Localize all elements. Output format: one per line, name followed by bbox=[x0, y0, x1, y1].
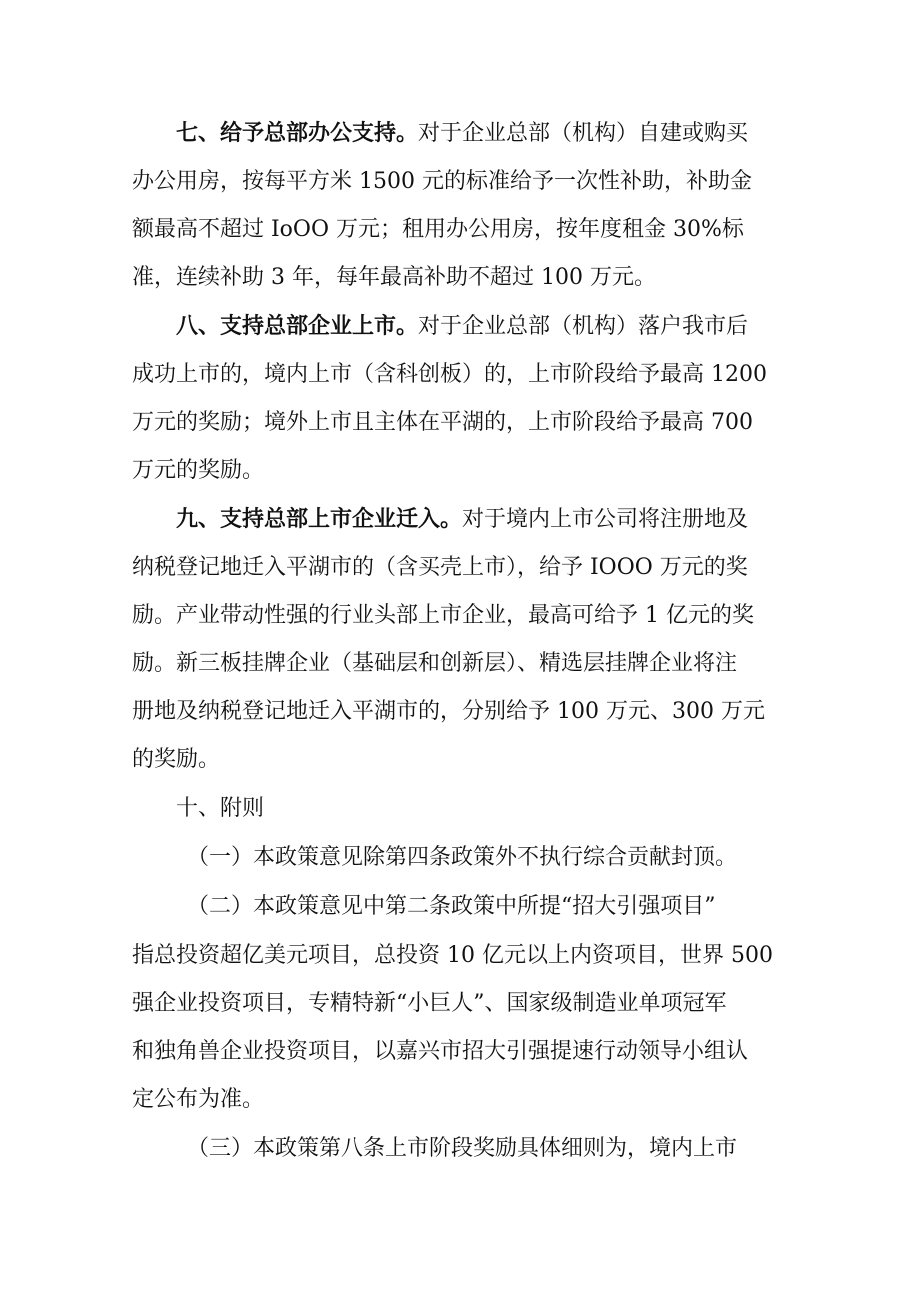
section-7-line-1 bbox=[0, 118, 920, 150]
section-9-line-6: 的奖励。 bbox=[132, 747, 221, 772]
section-7-text: 对于企业总部（机构）自建或购买 bbox=[418, 121, 749, 146]
section-7-line-4: 准，连续补助 3 年，每年最高补助不超过 100 万元。 bbox=[132, 265, 656, 290]
section-8-heading: 八、支持总部企业上市。 bbox=[176, 314, 419, 339]
section-8-line-2: 成功上市的，境内上市（含科创板）的，上市阶段给予最高 1200 bbox=[132, 362, 767, 387]
section-9-line-5: 册地及纳税登记地迁入平湖市的，分别给予 100 万元、300 万元 bbox=[132, 699, 765, 724]
section-10-item-1: （一）本政策意见除第四条政策外不执行综合贡献封顶。 bbox=[187, 845, 738, 870]
section-9-line-2: 纳税登记地迁入平湖市的（含买壳上市），给予 IOOO 万元的奖 bbox=[132, 555, 748, 580]
section-8-text: 对于企业总部（机构）落户我市后 bbox=[418, 314, 749, 339]
section-7-heading: 七、给予总部办公支持。 bbox=[176, 121, 419, 146]
section-9-line-1 bbox=[0, 504, 920, 536]
section-8-line-4: 万元的奖励。 bbox=[132, 458, 265, 483]
section-8-line-3: 万元的奖励；境外上市且主体在平湖的，上市阶段给予最高 700 bbox=[132, 410, 753, 435]
section-9-line-4: 励。新三板挂牌企业（基础层和创新层）、精选层挂牌企业将注 bbox=[132, 651, 738, 676]
section-9-heading: 九、支持总部上市企业迁入。 bbox=[176, 507, 463, 532]
section-10-item-3-line-1: （三）本政策第八条上市阶段奖励具体细则为，境内上市 bbox=[187, 1136, 738, 1161]
section-7-line-2: 办公用房，按每平方米 1500 元的标准给予一次性补助，补助金 bbox=[132, 169, 752, 194]
section-8-line-1 bbox=[0, 311, 920, 343]
section-9-text: 对于境内上市公司将注册地及 bbox=[462, 507, 749, 532]
section-10-item-2-line-5: 定公布为准。 bbox=[132, 1087, 265, 1112]
section-9-line-3: 励。产业带动性强的行业头部上市企业，最高可给予 1 亿元的奖 bbox=[132, 603, 754, 628]
section-7-line-3: 额最高不超过 IoOO 万元；租用办公用房，按年度租金 30%标 bbox=[132, 217, 744, 242]
section-10-heading: 十、附则 bbox=[176, 796, 265, 821]
section-10-item-2-line-4: 和独角兽企业投资项目，以嘉兴市招大引强提速行动领导小组认 bbox=[132, 1039, 749, 1064]
section-10-heading-line bbox=[0, 793, 920, 825]
section-10-item-2-line-2: 指总投资超亿美元项目，总投资 10 亿元以上内资项目，世界 500 bbox=[132, 943, 773, 968]
section-10-item-2-line-3: 强企业投资项目，专精特新“小巨人”、国家级制造业单项冠军 bbox=[132, 991, 727, 1016]
section-10-item-2-line-1: （二）本政策意见中第二条政策中所提“招大引强项目” bbox=[187, 894, 716, 919]
